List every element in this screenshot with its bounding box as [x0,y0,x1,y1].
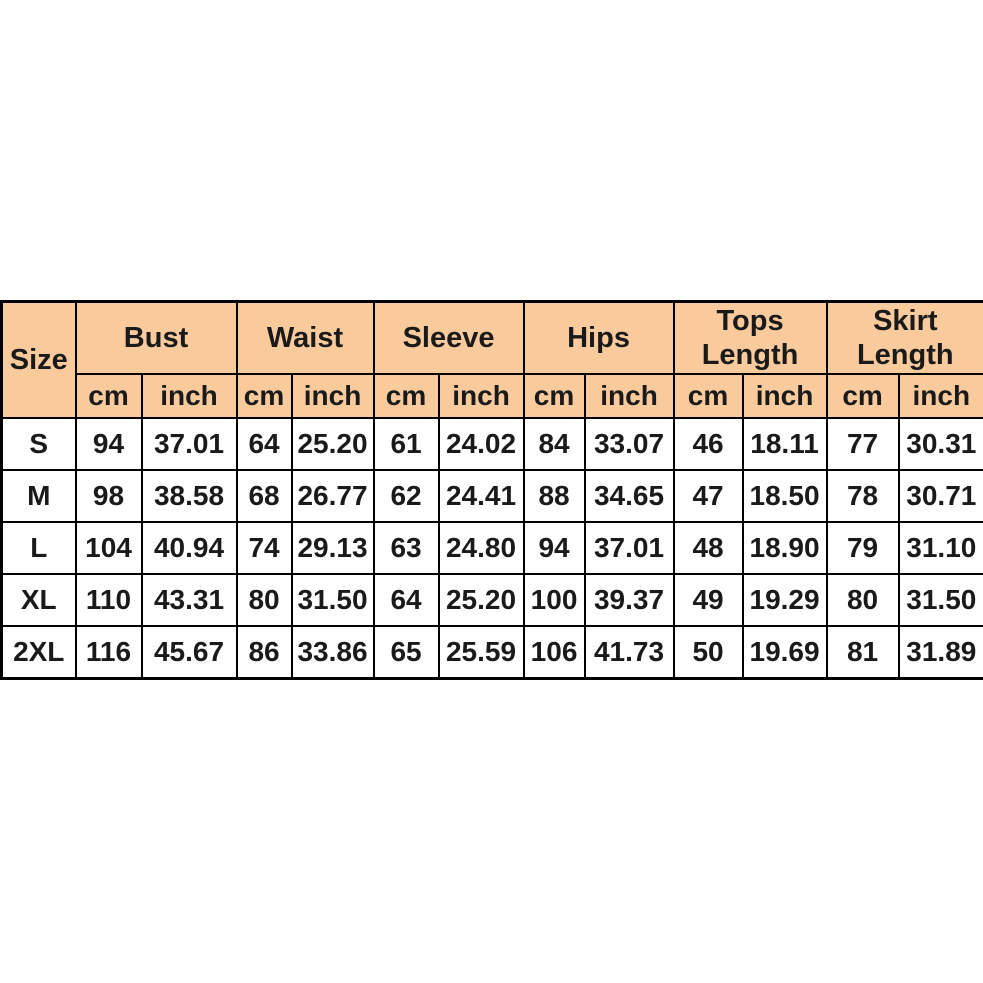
group-header-bust: Bust [76,302,237,375]
value-cell: 78 [827,470,899,522]
value-cell: 100 [524,574,585,626]
value-cell: 37.01 [142,418,237,470]
value-cell: 64 [374,574,439,626]
value-cell: 26.77 [292,470,374,522]
value-cell: 80 [827,574,899,626]
group-header-row [2,302,983,375]
unit-header-inch: inch [142,374,237,418]
unit-header-inch: inch [292,374,374,418]
value-cell: 106 [524,626,585,679]
value-cell: 31.89 [899,626,983,679]
group-header-tops-length: Tops Length [674,302,827,375]
value-cell: 79 [827,522,899,574]
value-cell: 50 [674,626,743,679]
value-cell: 19.69 [743,626,827,679]
size-cell: L [2,522,76,574]
table-row-L [2,522,983,574]
value-cell: 81 [827,626,899,679]
unit-header-cm: cm [76,374,142,418]
size-column-header: Size [2,302,76,419]
value-cell: 77 [827,418,899,470]
unit-header-inch: inch [899,374,983,418]
value-cell: 19.29 [743,574,827,626]
table-row-2XL [2,626,983,679]
unit-header-cm: cm [237,374,292,418]
unit-header-cm: cm [827,374,899,418]
value-cell: 25.20 [292,418,374,470]
value-cell: 33.86 [292,626,374,679]
table-row-M [2,470,983,522]
unit-header-inch: inch [439,374,524,418]
value-cell: 38.58 [142,470,237,522]
value-cell: 45.67 [142,626,237,679]
size-cell: XL [2,574,76,626]
value-cell: 94 [76,418,142,470]
unit-header-inch: inch [585,374,674,418]
unit-header-cm: cm [524,374,585,418]
group-header-hips: Hips [524,302,674,375]
value-cell: 116 [76,626,142,679]
table-row-XL [2,574,983,626]
value-cell: 24.02 [439,418,524,470]
value-cell: 30.31 [899,418,983,470]
value-cell: 84 [524,418,585,470]
group-header-skirt-length: Skirt Length [827,302,983,375]
table-row-S [2,418,983,470]
value-cell: 24.80 [439,522,524,574]
unit-header-cm: cm [674,374,743,418]
value-cell: 47 [674,470,743,522]
value-cell: 88 [524,470,585,522]
unit-header-inch: inch [743,374,827,418]
value-cell: 62 [374,470,439,522]
value-cell: 31.10 [899,522,983,574]
value-cell: 24.41 [439,470,524,522]
unit-header-row [2,374,983,418]
value-cell: 37.01 [585,522,674,574]
value-cell: 18.50 [743,470,827,522]
group-header-sleeve: Sleeve [374,302,524,375]
value-cell: 31.50 [899,574,983,626]
value-cell: 63 [374,522,439,574]
value-cell: 94 [524,522,585,574]
value-cell: 48 [674,522,743,574]
size-cell: 2XL [2,626,76,679]
size-chart-table [0,300,983,680]
value-cell: 65 [374,626,439,679]
value-cell: 64 [237,418,292,470]
value-cell: 18.90 [743,522,827,574]
value-cell: 80 [237,574,292,626]
unit-header-cm: cm [374,374,439,418]
value-cell: 61 [374,418,439,470]
value-cell: 18.11 [743,418,827,470]
value-cell: 25.59 [439,626,524,679]
value-cell: 104 [76,522,142,574]
value-cell: 49 [674,574,743,626]
size-cell: M [2,470,76,522]
value-cell: 110 [76,574,142,626]
value-cell: 34.65 [585,470,674,522]
value-cell: 98 [76,470,142,522]
value-cell: 40.94 [142,522,237,574]
value-cell: 74 [237,522,292,574]
value-cell: 31.50 [292,574,374,626]
value-cell: 25.20 [439,574,524,626]
value-cell: 29.13 [292,522,374,574]
value-cell: 43.31 [142,574,237,626]
value-cell: 46 [674,418,743,470]
size-cell: S [2,418,76,470]
value-cell: 41.73 [585,626,674,679]
value-cell: 86 [237,626,292,679]
value-cell: 33.07 [585,418,674,470]
value-cell: 68 [237,470,292,522]
value-cell: 39.37 [585,574,674,626]
value-cell: 30.71 [899,470,983,522]
group-header-waist: Waist [237,302,374,375]
